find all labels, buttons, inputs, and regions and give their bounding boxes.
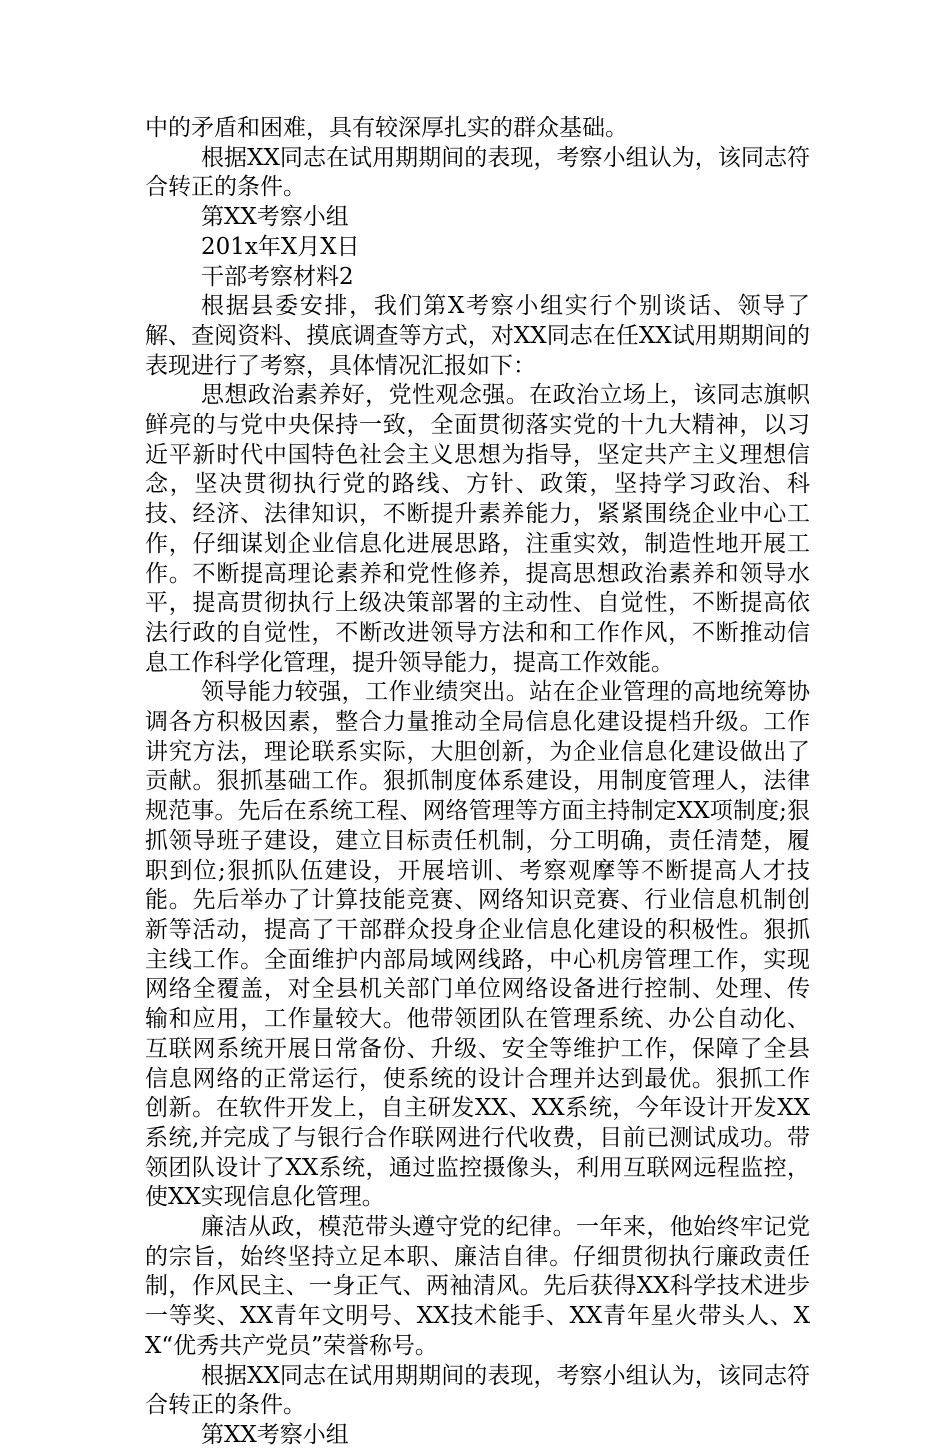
paragraph-continuation: 中的矛盾和困难，具有较深厚扎实的群众基础。	[145, 115, 628, 141]
signature-group: 第XX考察小组	[201, 204, 349, 231]
section-heading: 干部考察材料2	[201, 263, 354, 290]
paragraph-political: 思想政治素养好，党性观念强。在政治立场上，该同志旗帜鲜亮的与党中央保持一致，全面贯彻落实党的十九大精神，以习近平新时代中国特色社会主义思想为指导，坚定共产主义理想信念，坚决贯彻执行党的路线、方针、政策，坚持学习政治、科技、经济、法律知识，不断提升素养能力，紧紧围绕企业中心工作，仔细谋划企业信息化进展思路，注重实效，制造性地开展工作。不断提高理论素养和党性修养，提高思想政治素养和领导水平，提高贯彻执行上级决策部署的主动性、自觉性，不断提高依法行政的自觉性，不断改进领导方法和和工作作风，不断推动信息工作科学化管理，提升领导能力，提高工作效能。	[145, 382, 810, 676]
paragraph-conclusion-2: 根据XX同志在试用期期间的表现，考察小组认为，该同志符合转正的条件。	[145, 1362, 810, 1419]
signature-date: 201x年X月X日	[201, 233, 360, 260]
document-body	[145, 114, 810, 1451]
signature-group-2: 第XX考察小组	[201, 1421, 349, 1448]
paragraph-leadership: 领导能力较强，工作业绩突出。站在企业管理的高地统筹协调各方积极因素，整合力量推动全局信息化建设提档升级。工作讲究方法，理论联系实际，大胆创新，为企业信息化建设做出了贡献。狠抓基础工作。狠抓制度体系建设，用制度管理人，法律规范事。先后在系统工程、网络管理等方面主持制定XX项制度;狠抓领导班子建设，建立目标责任机制，分工明确，责任清楚，履职到位;狠抓队伍建设，开展培训、考察观摩等不断提高人才技能。先后举办了计算技能竞赛、网络知识竞赛、行业信息机制创新等活动，提高了干部群众投身企业信息化建设的积极性。狠抓主线工作。全面维护内部局域网线路，中心机房管理工作，实现网络全覆盖，对全县机关部门单位网络设备进行控制、处理、传输和应用，工作量较大。他带领团队在管理系统、办公自动化、互联网系统开展日常备份、升级、安全等维护工作，保障了全县信息网络的正常运行，使系统的设计合理并达到最优。狠抓工作创新。在软件开发上，自主研发XX、XX系统，今年设计开发XX系统,并完成了与银行合作联网进行代收费，目前已测试成功。带领团队设计了XX系统，通过监控摄像头，利用互联网远程监控，使XX实现信息化管理。	[145, 679, 810, 1211]
paragraph-integrity: 廉洁从政，模范带头遵守党的纪律。一年来，他始终牢记党的宗旨，始终坚持立足本职、廉洁自律。仔细贯彻执行廉政责任制，作风民主、一身正气、两袖清风。先后获得XX科学技术进步一等奖、XX青年文明号、XX技术能手、XX青年星火带头人、XX“优秀共产党员”荣誉称号。	[145, 1214, 810, 1359]
paragraph-intro: 根据县委安排，我们第X考察小组实行个别谈话、领导了解、查阅资料、摸底调查等方式，对XX同志在任XX试用期期间的表现进行了考察，具体情况汇报如下：	[145, 293, 810, 379]
paragraph-conclusion: 根据XX同志在试用期期间的表现，考察小组认为，该同志符合转正的条件。	[145, 144, 810, 201]
